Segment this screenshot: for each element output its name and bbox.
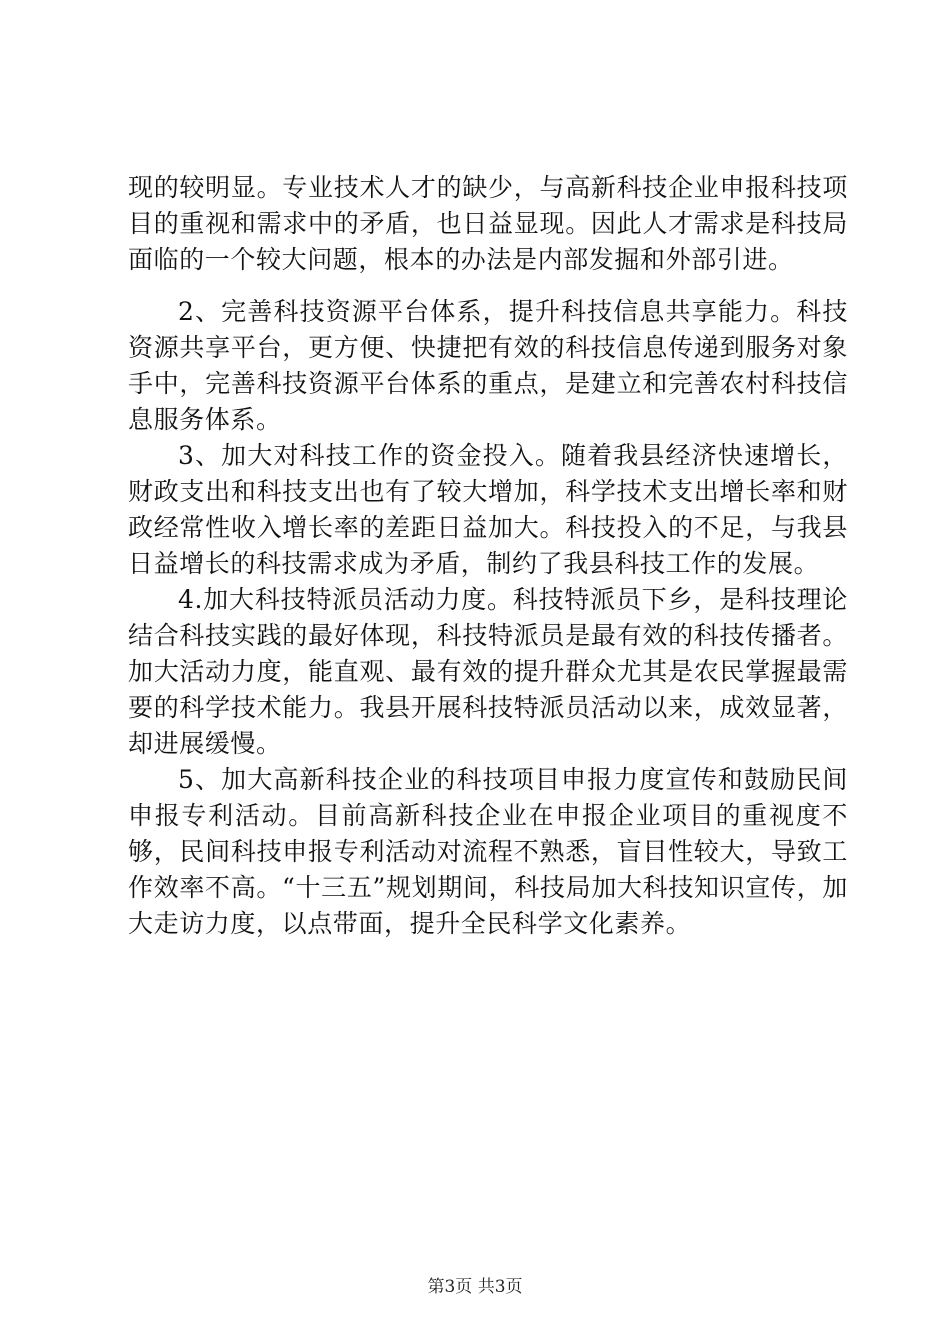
paragraph-item-5: 5、加大高新科技企业的科技项目申报力度宣传和鼓励民间申报专利活动。目前高新科技企业在申报企业项目的重视度不够，民间科技申报专利活动对流程不熟悉，盲目性较大，导致工作效率不高。“十三五”规划期间，科技局加大科技知识宣传，加大走访力度，以点带面，提升全民科学文化素养。: [128, 765, 848, 938]
paragraph-continuation: 现的较明显。专业技术人才的缺少，与高新科技企业申报科技项目的重视和需求中的矛盾，也日益显现。因此人才需求是科技局面临的一个较大问题，根本的办法是内部发掘和外部引进。: [128, 173, 848, 274]
paragraph-item-4: 4.加大科技特派员活动力度。科技特派员下乡，是科技理论结合科技实践的最好体现，科技特派员是最有效的科技传播者。加大活动力度，能直观、最有效的提升群众尤其是农民掌握最需要的科学技术能力。我县开展科技特派员活动以来，成效显著，却进展缓慢。: [128, 585, 848, 758]
page-number-footer: 第3页 共3页: [427, 1277, 523, 1297]
paragraph-item-3: 3、加大对科技工作的资金投入。随着我县经济快速增长，财政支出和科技支出也有了较大增加，科学技术支出增长率和财政经常性收入增长率的差距日益加大。科技投入的不足，与我县日益增长的科技需求成为矛盾，制约了我县科技工作的发展。: [128, 441, 848, 578]
paragraph-item-2: 2、完善科技资源平台体系，提升科技信息共享能力。科技资源共享平台，更方便、快捷把有效的科技信息传递到服务对象手中，完善科技资源平台体系的重点，是建立和完善农村科技信息服务体系。: [128, 297, 848, 434]
document-body: [128, 170, 848, 942]
